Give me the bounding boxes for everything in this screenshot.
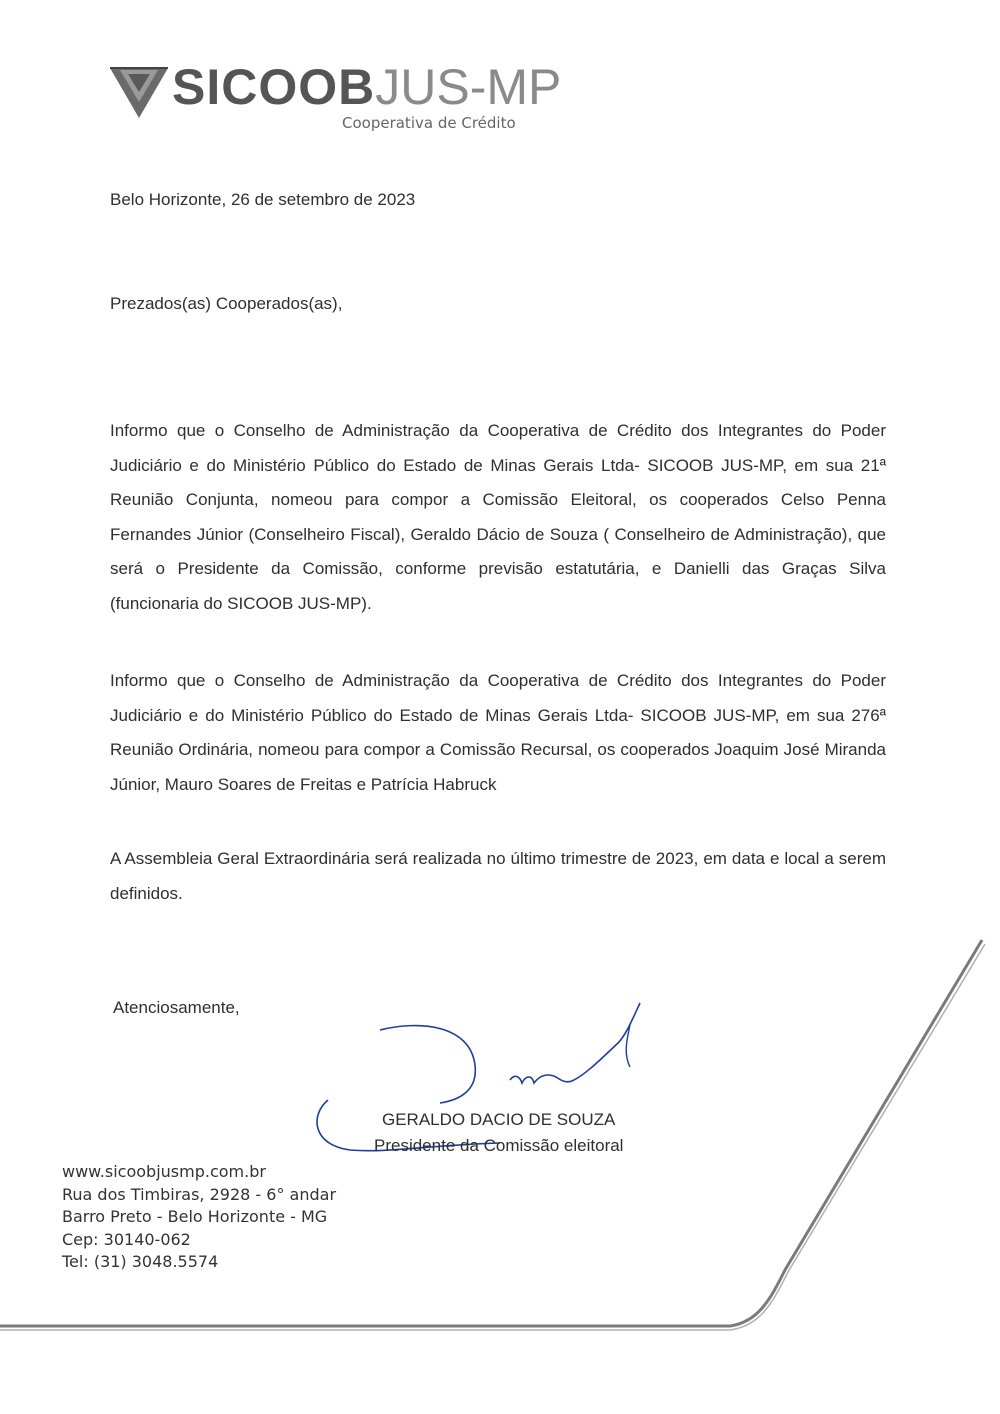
footer-phone: Tel: (31) 3048.5574	[62, 1252, 219, 1271]
footer-address-line-1: Rua dos Timbiras, 2928 - 6° andar	[62, 1184, 337, 1204]
logo-subtitle: Cooperativa de Crédito	[342, 114, 516, 132]
greeting: Prezados(as) Cooperados(as),	[110, 294, 343, 313]
logo-text-suffix: JUS-MP	[375, 59, 562, 115]
footer-address-line-2: Barro Preto - Belo Horizonte - MG	[62, 1207, 328, 1226]
sicoob-emblem-icon	[108, 60, 170, 122]
logo-wordmark	[172, 59, 562, 115]
signatory-name: GERALDO DACIO DE SOUZA	[382, 1110, 616, 1129]
signatory-title: Presidente da Comissão eleitoral	[374, 1136, 624, 1155]
paragraph-assembly: A Assembleia Geral Extraordinária será realizada no último trimestre de 2023, em data e local a serem definidos.	[110, 849, 886, 903]
footer-cep: Cep: 30140-062	[62, 1229, 191, 1249]
footer-website: www.sicoobjusmp.com.br	[62, 1162, 266, 1181]
paragraph-appeals-commission: Informo que o Conselho de Administração da Cooperativa de Crédito dos Integrantes do Poder Judiciário e do Ministério Público do Estado de Minas Gerais Ltda- SICOOB JUS-MP, em sua 276ª Reunião Ordinária, nomeou para compor a Comissão Recursal, os cooperados Joaquim José Miranda Júnior, Mauro Soares de Freitas e Patrícia Habruck	[110, 671, 886, 794]
sicoob-logo	[108, 56, 562, 136]
paragraph-electoral-commission: Informo que o Conselho de Administração da Cooperativa de Crédito dos Integrantes do Poder Judiciário e do Ministério Público do Estado de Minas Gerais Ltda- SICOOB JUS-MP, em sua 21ª Reunião Conjunta, nomeou para compor a Comissão Eleitoral, os cooperados Celso Penna Fernandes Júnior (Conselheiro Fiscal), Geraldo Dácio de Souza ( Conselheiro de Administração), que será o Presidente da Comissão, conforme previsão estatutária, e Danielli das Graças Silva (funcionaria do SICOOB JUS-MP).	[110, 421, 886, 613]
closing: Atenciosamente,	[113, 998, 240, 1017]
date-line: Belo Horizonte, 26 de setembro de 2023	[110, 190, 416, 209]
footer-contact	[62, 1161, 336, 1274]
logo-text-main: SICOOB	[172, 59, 376, 115]
